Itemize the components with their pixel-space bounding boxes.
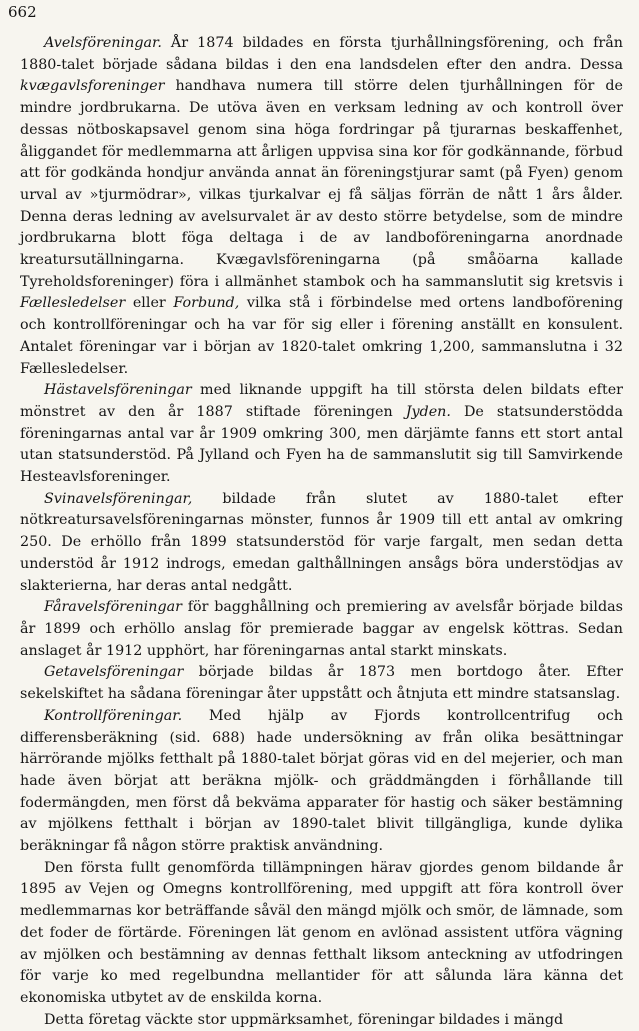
italic-heading-text: Svinavelsföreningar, [44, 490, 193, 507]
paragraph-text: med liknande uppgift ha till största delen bildats efter mönstret av den år 1887 stiftade föreningen [20, 382, 623, 420]
paragraph-text: År 1874 bildades en första tjurhållningsförening, och från 1880-talet började sådana bildas i den ena landsdelen efter den andra. Dessa [20, 35, 623, 73]
paragraph [20, 662, 623, 705]
paragraph-text: Med hjälp av Fjords kontrollcentrifug och differensberäkning (sid. 688) hade undersökning av från olika besättningar härrörande mjölks fetthalt på 1880-talet börjat göras vid en del mejerier, och man hade även börjat att beräkna mjölk- och gräddmängden i förhållande till fodermängden, men först då bekväma apparater för hastig och säker bestämning av mjölkens fetthalt i början av 1890-talet blivit tillgängliga, kunde dylika beräkningar få någon större praktisk användning. [20, 707, 623, 855]
paragraph [20, 1010, 623, 1031]
italic-heading-text: Getavelsföreningar [44, 664, 184, 681]
italic-heading-text: Avelsföreningar. [44, 35, 162, 51]
paragraph-text: bildade från slutet av 1880-talet efter nötkreatursavelsföreningarnas mönster, funnos år 1909 till ett antal av omkring 250. De erhöllo från 1899 statsunderstöd för varje fargalt, men sedan detta understöd år 1912 indrogs, emedan galthållningen ansågs böra understödjas av slakterierna, har deras antal nedgått. [20, 490, 623, 594]
italic-heading-text: Forbund, [173, 295, 240, 312]
paragraph-text: Den första fullt genomförda tillämpningen härav gjordes genom bildande år 1895 av Vejen og Omegns kontrollförening, med uppgift att föra kontroll över medlemmarnas kor beträffande såväl den mängd mjölk och smör, de lämnade, som det foder de förtärde. Föreningen lät genom en avlönad assistent utföra vägning av mjölken och bestämning av dennas fetthalt liksom anteckning av utfodringen för varje ko med regelbundna mellantider för att sålunda lära känna det ekonomiska utbytet av de enskilda korna. [20, 859, 623, 1006]
paragraph-text: handhava numera till större delen tjurhållningen för de mindre jordbrukarna. De utöva även en verksam ledning av och kontroll över dessas nötboskapsavel genom sina höga fordringar på tjurarnas beskaffenhet, åliggandet för medlemmarna att årligen uppvisa sina kor för godkännande, förbud att för godkända hondjur använda annat än föreningstjurar samt (på Fyen) genom urval av »tjurmödrar», vilkas tjurkalvar ej få säljas förrän de nått 1 års ålder. Denna deras ledning av avelsurvalet är av desto större betydelse, som de mindre jordbrukarna blott föga deltaga i de av landboföreningarna anordnade kreatursutällningarna. Kvægavlsföreningarna (på småöarna kallade Tyreholdsforeninger) föra i allmänhet stambok och ha sammanslutit sig kretsvis i [20, 78, 623, 290]
italic-heading-text: Jyden. [405, 403, 451, 420]
italic-heading-text: Hästavelsföreningar [44, 382, 192, 399]
italic-heading-text: kvægavlsforeninger [20, 78, 165, 95]
paragraph [20, 380, 623, 489]
italic-heading-text: Kontrollföreningar. [44, 707, 183, 724]
paragraph [20, 489, 623, 598]
body-text [20, 33, 623, 1031]
paragraph-text: vilka stå i förbindelse med ortens landboförening och kontrollföreningar och ha var för sig eller i förening anställt en konsulent. Antalet föreningar var i början av 1820-talet omkring 1,200, sammanslutna i 32 Fællesledelser. [20, 295, 623, 377]
paragraph-text: De statsunderstödda föreningarnas antal var år 1909 omkring 300, men därjämte fanns ett stort antal utan statsunderstöd. På Jylland och Fyen ha de sammanslutit sig till Samvirkende Hesteavlsforeninger. [20, 403, 623, 486]
paragraph [20, 33, 623, 380]
paragraph [20, 706, 623, 858]
paragraph [20, 858, 623, 1010]
italic-heading-text: Fåravelsföreningar [44, 599, 182, 616]
page-number: 662 [8, 3, 37, 21]
paragraph-text: för bagghållning och premiering av avelsfår började bildas år 1899 och erhöllo anslag för premierade baggar av engelsk köttras. Sedan anslaget år 1912 upphört, har föreningarnas antal starkt minskats. [20, 599, 623, 659]
italic-heading-text: Fællesledelser [20, 295, 126, 312]
paragraph-text: eller [125, 295, 174, 312]
paragraph [20, 597, 623, 662]
paragraph-text: Detta företag väckte stor uppmärksamhet, föreningar bildades i mängd [44, 1011, 564, 1028]
paragraph-text: började bildas år 1873 men bortdogo åter. Efter sekelskiftet ha sådana föreningar åter uppstått och åtnjuta ett mindre statsanslag. [20, 664, 623, 703]
